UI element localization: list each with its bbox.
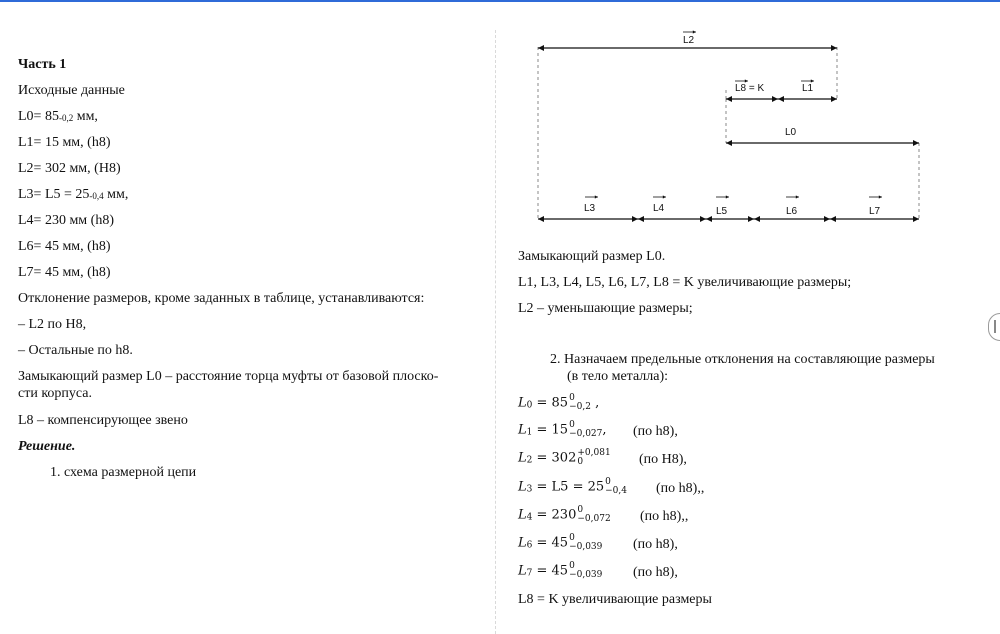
label-L3: L3 [584,203,596,214]
formula-L4: $L_4 = 230$ 0 −0,072 [518,505,611,524]
closing-dimension-line1: Замыкающий размер L0 – расстояние торца муфты от базовой плоско- [18,369,439,384]
formula-L7: $L_7 = 45$ 0 −0,039 [518,561,603,580]
deviation-rest: – Остальные по h8. [18,343,133,358]
dimension-chain-diagram [530,28,930,228]
solution-heading: Решение. [18,439,76,454]
formula-L1: $L_1 = 15$ 0 −0,027 , [518,420,607,439]
label-L5: L5 [716,206,728,217]
dim-L2: L2= 302 мм, (H8) [18,161,121,176]
formula-L6: $L_6 = 45$ 0 −0,039 [518,533,603,552]
part-title: Часть 1 [18,57,67,72]
compensating-link: L8 – компенсирующее звено [18,413,188,428]
dim-L1: L1= 15 мм, (h8) [18,135,111,150]
label-L7: L7 [869,206,881,217]
closing-dimension-line2: сти корпуса. [18,386,93,401]
dim-L0: $L0= 85_{-0,2}$ мм, [18,109,98,124]
initial-data-heading: Исходные данные [18,83,125,98]
dim-L4: L4= 230 мм (h8) [18,213,114,228]
dim-L6: L6= 45 мм, (h8) [18,239,111,254]
top-accent-bar [0,0,1000,2]
scroll-handle[interactable] [988,313,1000,341]
increasing-dims: L1, L3, L4, L5, L6, L7, L8 = K увеличивающие размеры; [518,275,852,290]
label-L1: L1 [802,83,814,94]
formula-L2-note: (по H8), [639,452,687,467]
extension-lines [538,47,919,219]
formula-L1-note: (по h8), [633,424,678,439]
formula-L0: $L_0 = 85$ 0 −0,2 , [518,393,600,412]
deviation-L2: – L2 по H8, [18,317,87,332]
formula-L3: $L_3 = L5 = 25$ 0 −0,4 [518,477,627,496]
label-L0: L0 [785,127,797,138]
deviation-note: Отклонение размеров, кроме заданных в таблице, устанавливаются: [18,291,425,306]
dim-L3-L5: $L3= L5 = 25_{-0,4}$ мм, [18,187,129,202]
column-divider [495,30,496,634]
label-L2: L2 [683,35,695,46]
final-statement: L8 = K увеличивающие размеры [518,592,712,607]
formula-L3-note: (по h8),, [656,481,705,496]
step2-line2: (в тело металла): [567,369,669,384]
label-L8-K: L8 = K [735,83,765,94]
formula-L4-note: (по h8),, [640,509,689,524]
decreasing-dims: L2 – уменьшающие размеры; [518,301,693,316]
step1-heading: 1. схема размерной цепи [50,465,197,480]
formula-L7-note: (по h8), [633,565,678,580]
label-L4: L4 [653,203,665,214]
label-L6: L6 [786,206,798,217]
dim-L7: L7= 45 мм, (h8) [18,265,111,280]
step2-line1: 2. Назначаем предельные отклонения на составляющие размеры [550,352,935,367]
closing-dimension: Замыкающий размер L0. [518,249,666,264]
formula-L6-note: (по h8), [633,537,678,552]
formula-L2: $L_2 = 302$ +0,081 0 [518,448,611,467]
